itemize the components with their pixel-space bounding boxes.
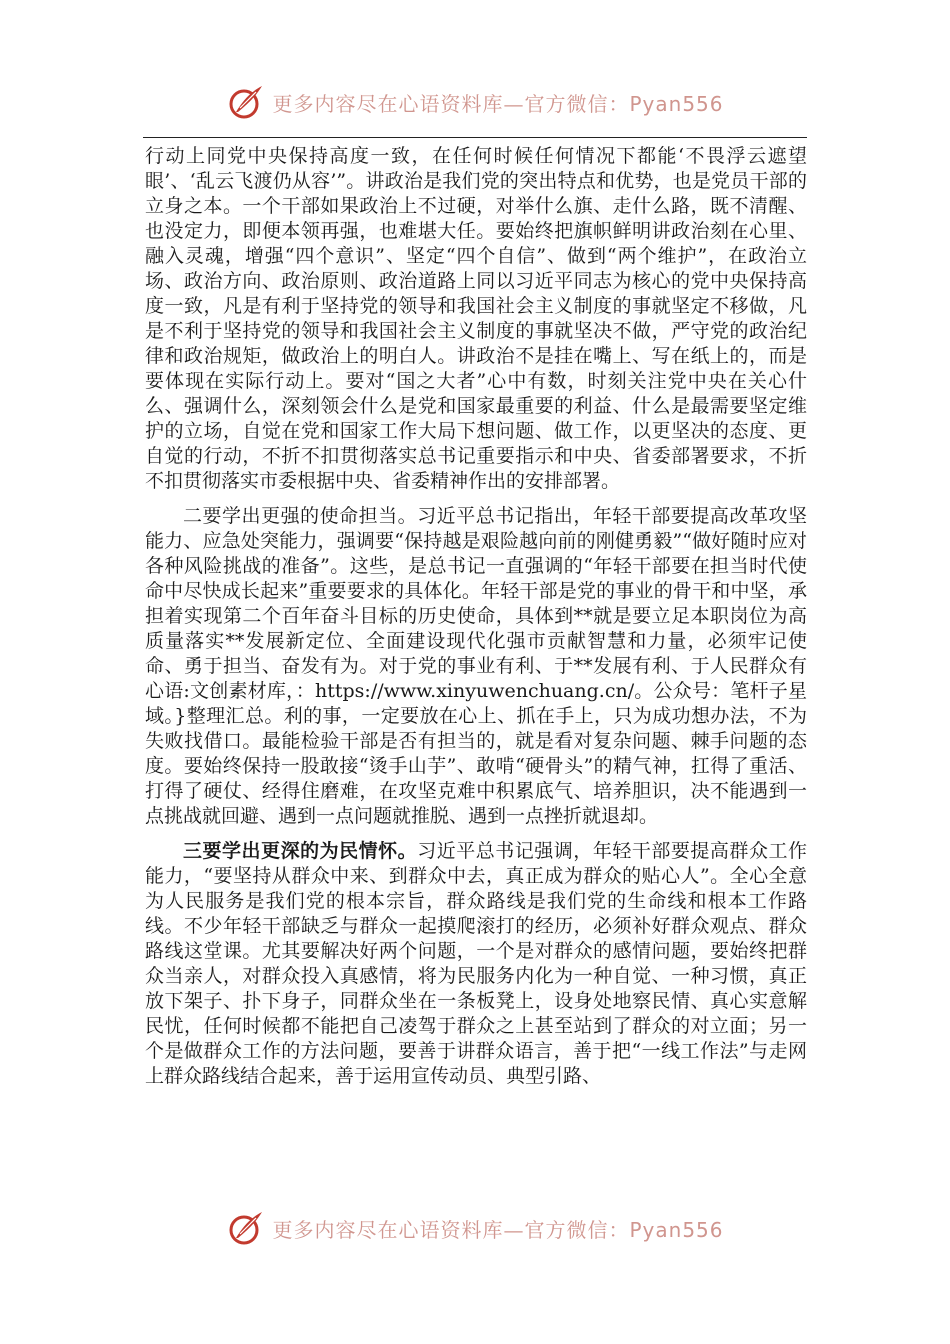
feather-pen-logo-icon xyxy=(226,1208,266,1248)
banner-text: 更多内容尽在心语资料库—官方微信： xyxy=(272,1217,630,1242)
banner-wechat-id: Pyan556 xyxy=(629,1217,724,1242)
paragraph-2-text: 二要学出更强的使命担当。习近平总书记指出，年轻干部要提高改革攻坚能力、应急处突能力，强调要“保持越是艰险越向前的刚健勇毅”“做好随时应对各种风险挑战的准备”。这些，是总书记一直强调的“年轻干部要在担当时代使命中尽快成长起来”重要要求的具体化。年轻干部是党的事业的骨干和中坚，承担着实现第二个百年奋斗目标的历史使命，具体到**就是要立足本职岗位为高质量落实**发展新定位、全面建设现代化强市贡献智慧和力量，必须牢记使命、勇于担当、奋发有为。对于党的事业有利、于**发展有利、于人民群众有心语:文创素材库，：https://www.xinyuwenchuang.cn/。公众号：笔杆子星域。}整理汇总。利的事，一定要放在心上、抓在手上，只为成功想办法，不为失败找借口。最能检验干部是否有担当的，就是看对复杂问题、棘手问题的态度。要始终保持一股敢接“烫手山芋”、敢啃“硬骨头”的精气神，扛得了重活、打得了硬仗、经得住磨难，在攻坚克难中积累底气、培养胆识，决不能遇到一点挑战就回避、遇到一点问题就推脱、遇到一点挫折就退却。 xyxy=(145,505,807,827)
paragraph-1-text: 行动上同党中央保持高度一致，在任何时候任何情况下都能‘不畏浮云遮望眼’、‘乱云飞渡仍从容’”。讲政治是我们党的突出特点和优势，也是党员干部的立身之本。一个干部如果政治上不过硬，对举什么旗、走什么路，既不清醒、也没定力，即便本领再强，也难堪大任。要始终把旗帜鲜明讲政治刻在心里、融入灵魂，增强“四个意识”、坚定“四个自信”、做到“两个维护”，在政治立场、政治方向、政治原则、政治道路上同以习近平同志为核心的党中央保持高度一致，凡是有利于坚持党的领导和我国社会主义制度的事就坚定不移做，凡是不利于坚持党的领导和我国社会主义制度的事就坚决不做，严守党的政治纪律和政治规矩，做政治上的明白人。讲政治不是挂在嘴上、写在纸上的，而是要体现在实际行动上。要对“国之大者”心中有数，时刻关注党中央在关心什么、强调什么，深刻领会什么是党和国家最重要的利益、什么是最需要坚定维护的立场，自觉在党和国家工作大局下想问题、做工作，以更坚决的态度、更自觉的行动，不折不扣贯彻落实总书记重要指示和中央、省委部署要求，不折不扣贯彻落实市委根据中央、省委精神作出的安排部署。 xyxy=(145,145,807,492)
document-body xyxy=(145,144,807,1089)
paragraph-3-text: 习近平总书记强调，年轻干部要提高群众工作能力，“要坚持从群众中来、到群众中去，真正成为群众的贴心人”。全心全意为人民服务是我们党的根本宗旨，群众路线是我们党的生命线和根本工作路线。不少年轻干部缺乏与群众一起摸爬滚打的经历，必须补好群众观点、群众路线这堂课。尤其要解决好两个问题，一个是对群众的感情问题，要始终把群众当亲人，对群众投入真感情，将为民服务内化为一种自觉、一种习惯，真正放下架子、扑下身子，同群众坐在一条板凳上，设身处地察民情、真心实意解民忧，任何时候都不能把自己凌驾于群众之上甚至站到了群众的对立面；另一个是做群众工作的方法问题，要善于讲群众语言，善于把“一线工作法”与走网上群众路线结合起来，善于运用宣传动员、典型引路、 xyxy=(145,840,807,1087)
paragraph-3-lead: 三要学出更深的为民情怀。 xyxy=(183,840,418,862)
footer-watermark-banner xyxy=(0,1208,950,1248)
header-watermark-banner xyxy=(0,82,950,122)
feather-pen-logo-icon xyxy=(226,82,266,122)
paragraph-1 xyxy=(145,144,807,494)
paragraph-2 xyxy=(145,504,807,829)
banner-text: 更多内容尽在心语资料库—官方微信： xyxy=(272,91,630,116)
header-rule xyxy=(143,137,807,138)
paragraph-3 xyxy=(145,839,807,1089)
banner-wechat-id: Pyan556 xyxy=(629,91,724,116)
